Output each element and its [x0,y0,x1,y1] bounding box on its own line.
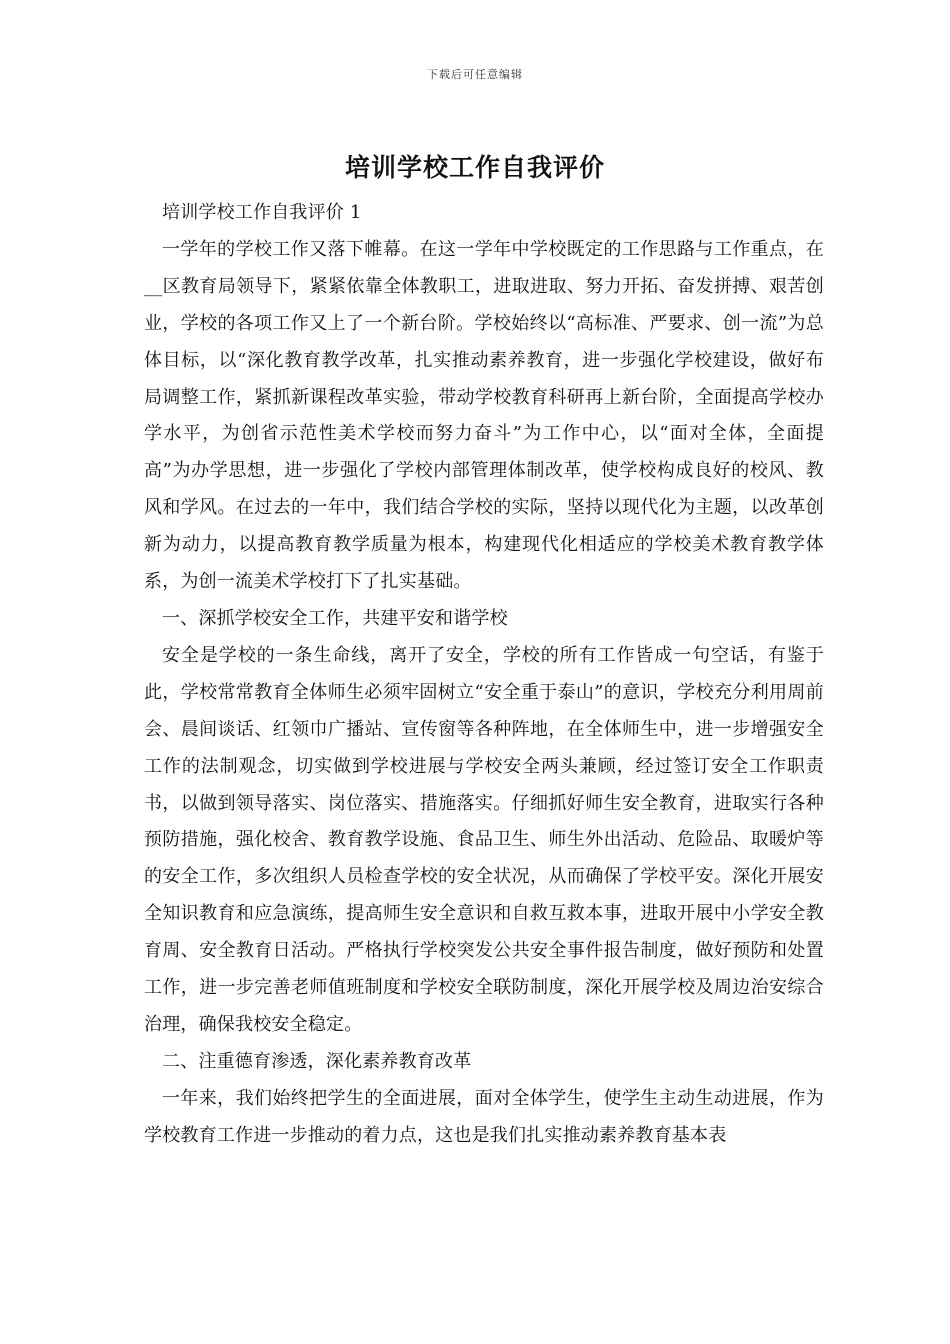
document-body [144,195,824,1155]
subtitle-paragraph: 培训学校工作自我评价 1 [162,202,362,223]
section-1-paragraph: 安全是学校的一条生命线，离开了安全，学校的所有工作皆成一句空话，有鉴于此，学校常常教育全体师生必须牢固树立“安全重于泰山”的意识，学校充分利用周前会、晨间谈话、红领巾广播站、宣传窗等各种阵地，在全体师生中，进一步增强安全工作的法制观念，切实做到学校进展与学校安全两头兼顾，经过签订安全工作职责书，以做到领导落实、岗位落实、措施落实。仔细抓好师生安全教育，进取实行各种预防措施，强化校舍、教育教学设施、食品卫生、师生外出活动、危险品、取暖炉等的安全工作，多次组织人员检查学校的安全状况，从而确保了学校平安。深化开展安全知识教育和应急演练，提高师生安全意识和自救互救本事，进取开展中小学安全教育周、安全教育日活动。严格执行学校突发公共安全事件报告制度，做好预防和处置工作，进一步完善老师值班制度和学校安全联防制度，深化开展学校及周边治安综合治理，确保我校安全稳定。 [144,644,824,1035]
header-note: 下载后可任意编辑 [427,68,523,81]
intro-paragraph: 一学年的学校工作又落下帷幕。在这一学年中学校既定的工作思路与工作重点，在__区教育局领导下，紧紧依靠全体教职工，进取进取、努力开拓、奋发拼搏、艰苦创业，学校的各项工作又上了一个新台阶。学校始终以“高标准、严要求、创一流”为总体目标，以“深化教育教学改革，扎实推动素养教育，进一步强化学校建设，做好布局调整工作，紧抓新课程改革实验，带动学校教育科研再上新台阶，全面提高学校办学水平，为创省示范性美术学校而努力奋斗”为工作中心，以“面对全体，全面提高”为办学思想，进一步强化了学校内部管理体制改革，使学校构成良好的校风、教风和学风。在过去的一年中，我们结合学校的实际，坚持以现代化为主题，以改革创新为动力，以提高教育教学质量为根本，构建现代化相适应的学校美术教育教学体系，为创一流美术学校打下了扎实基础。 [144,238,824,593]
document-title: 培训学校工作自我评价 [344,153,605,182]
section-heading-1: 一、深抓学校安全工作，共建平安和谐学校 [162,607,508,629]
section-heading-2: 二、注重德育渗透，深化素养教育改革 [162,1050,472,1072]
section-2-paragraph: 一年来，我们始终把学生的全面进展，面对全体学生，使学生主动生动进展，作为学校教育工作进一步推动的着力点，这也是我们扎实推动素养教育基本表 [144,1087,824,1146]
